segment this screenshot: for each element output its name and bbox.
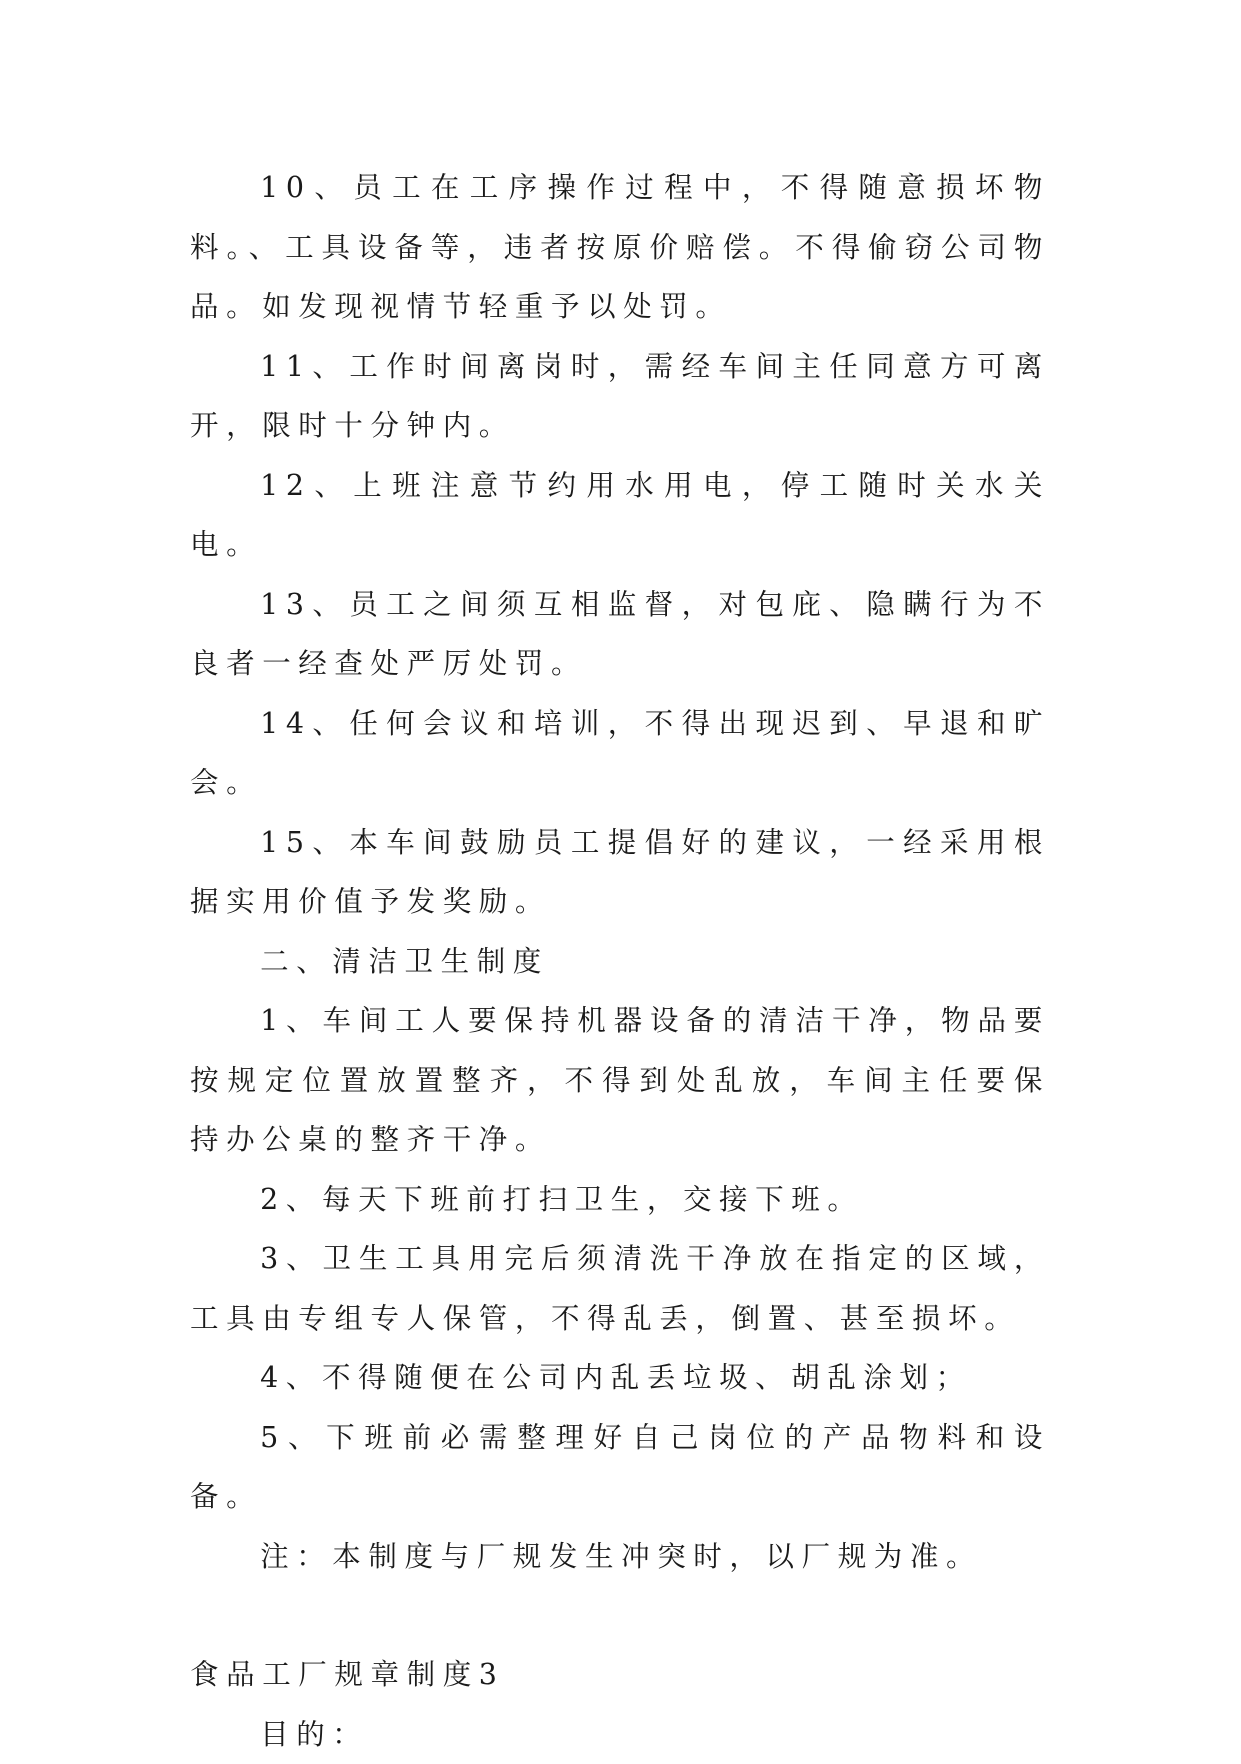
paragraph: 12、上班注意节约用水用电，停工随时关水关电。 (190, 456, 1050, 575)
section-subheading: 二、清洁卫生制度 (190, 932, 1050, 992)
paragraph: 1、车间工人要保持机器设备的清洁干净，物品要按规定位置放置整齐，不得到处乱放，车间主任要保持办公桌的整齐干净。 (190, 991, 1050, 1170)
paragraph: 10、员工在工序操作过程中，不得随意损坏物料。、工具设备等，违者按原价赔偿。不得偷窃公司物品。如发现视情节轻重予以处罚。 (190, 158, 1050, 337)
paragraph: 13、员工之间须互相监督，对包庇、隐瞒行为不良者一经查处严厉处罚。 (190, 575, 1050, 694)
paragraph: 4、不得随便在公司内乱丢垃圾、胡乱涂划； (190, 1348, 1050, 1408)
paragraph: 3、卫生工具用完后须清洗干净放在指定的区域，工具由专组专人保管，不得乱丢，倒置、甚至损坏。 (190, 1229, 1050, 1348)
paragraph: 目的： (190, 1705, 1050, 1764)
paragraph: 5、下班前必需整理好自己岗位的产品物料和设备。 (190, 1408, 1050, 1527)
paragraph: 15、本车间鼓励员工提倡好的建议，一经采用根据实用价值予发奖励。 (190, 813, 1050, 932)
paragraph: 2、每天下班前打扫卫生，交接下班。 (190, 1170, 1050, 1230)
paragraph: 14、任何会议和培训，不得出现迟到、早退和旷会。 (190, 694, 1050, 813)
paragraph: 11、工作时间离岗时，需经车间主任同意方可离开，限时十分钟内。 (190, 337, 1050, 456)
document-body (190, 158, 1050, 1764)
section-title: 食品工厂规章制度3 (190, 1645, 1050, 1705)
section-spacer (190, 1586, 1050, 1645)
note-paragraph: 注：本制度与厂规发生冲突时，以厂规为准。 (190, 1527, 1050, 1587)
